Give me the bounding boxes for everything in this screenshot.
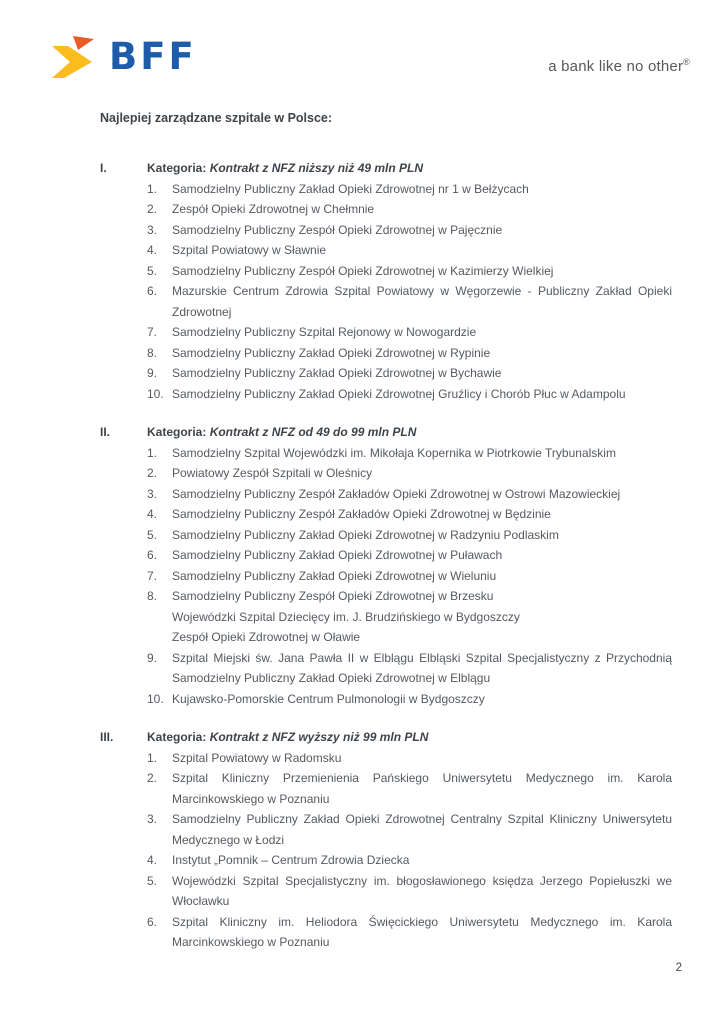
hospital-list-item [147,871,672,912]
item-number: 3. [147,222,158,237]
item-body [172,281,672,322]
item-body [172,384,672,405]
category-numeral: I. [100,161,107,175]
hospital-list-item [147,384,672,405]
hospital-name: Szpital Miejski św. Jana Pawła II w Elblągu Elbląski Szpital Specjalistyczny z Przychodnią Samodzielny Publiczny Zakład Opieki Zdrowotnej w Elblągu [172,650,672,685]
item-number: 2. [147,466,158,480]
hospital-name: Mazurskie Centrum Zdrowia Szpital Powiatowy w Węgorzewie - Publiczny Zakład Opieki Zdrowotnej [172,284,672,319]
category-title: Kontrakt z NFZ od 49 do 99 mln PLN [209,425,417,439]
hospital-name-continuation: Zespół Opieki Zdrowotnej w Oławie [172,630,361,644]
item-number: 7. [147,325,158,339]
item-body [172,586,672,648]
hospital-list-item [147,261,672,282]
hospital-list-item [147,850,672,871]
hospital-name: Samodzielny Publiczny Szpital Rejonowy w Nowogardzie [172,325,477,339]
category-heading [100,422,672,443]
item-body [172,443,672,464]
hospital-list-item [147,648,672,689]
item-body [172,768,672,809]
bff-logo-text: BFF [109,35,197,79]
item-number: 2. [147,771,158,785]
category-title: Kontrakt z NFZ niższy niż 49 mln PLN [209,161,424,175]
item-number: 1. [147,750,158,765]
hospital-list-item [147,545,672,566]
category-title-line [147,727,428,748]
item-body [172,525,672,546]
item-number: 4. [147,243,158,257]
hospital-list-item [147,689,672,710]
item-body [172,648,672,689]
hospital-list-item [147,220,672,241]
item-number: 5. [147,873,158,888]
hospital-list-item [147,363,672,384]
hospital-list-item [147,463,672,484]
hospital-list-item [147,343,672,364]
hospital-list-item [147,240,672,261]
hospital-list-item [147,322,672,343]
item-number: 10. [147,386,164,401]
item-number: 6. [147,548,158,562]
item-number: 3. [147,812,158,826]
item-body [172,850,672,871]
bff-arrow-icon [52,36,96,78]
item-number: 7. [147,568,158,583]
hospital-name: Szpital Kliniczny Przemienienia Pańskiego Uniwersytetu Medycznego im. Karola Marcinkowskiego w Poznaniu [172,771,672,806]
hospital-list [100,443,672,710]
item-number: 6. [147,284,158,298]
category-numeral: II. [100,425,111,439]
item-number: 1. [147,181,158,196]
hospital-list-item [147,586,672,648]
item-body [172,566,672,587]
category-heading [100,158,672,179]
category-title: Kontrakt z NFZ wyższy niż 99 mln PLN [209,730,429,744]
item-body [172,199,672,220]
item-number: 1. [147,445,158,460]
hospital-name: Samodzielny Publiczny Zespół Opieki Zdrowotnej w Brzesku [172,589,494,603]
hospital-name: Samodzielny Szpital Wojewódzki im. Mikołaja Kopernika w Piotrkowie Trybunalskim [172,445,616,460]
item-number: 9. [147,650,158,665]
item-body [172,871,672,912]
item-body [172,363,672,384]
item-body [172,748,672,769]
item-body [172,179,672,200]
page-title: Najlepiej zarządzane szpitale w Polsce: [100,111,333,125]
hospital-name: Samodzielny Publiczny Zespół Opieki Zdrowotnej w Kazimierzy Wielkiej [172,263,554,278]
item-number: 10. [147,691,164,706]
hospital-name: Samodzielny Publiczny Zakład Opieki Zdrowotnej w Puławach [172,548,503,562]
hospital-list [100,179,672,405]
hospital-name: Szpital Powiatowy w Radomsku [172,750,342,765]
item-number: 9. [147,366,158,380]
hospital-name: Samodzielny Publiczny Zakład Opieki Zdrowotnej Centralny Szpital Kliniczny Uniwersytetu Medycznego w Łodzi [172,812,672,847]
category-numeral: III. [100,730,114,744]
hospital-name: Samodzielny Publiczny Zakład Opieki Zdrowotnej nr 1 w Bełżycach [172,181,529,196]
category-section [100,727,672,953]
item-number: 8. [147,589,158,603]
hospital-list-item [147,443,672,464]
hospital-name: Samodzielny Publiczny Zespół Opieki Zdrowotnej w Pajęcznie [172,222,503,237]
hospital-name: Samodzielny Publiczny Zakład Opieki Zdrowotnej w Rypinie [172,345,491,360]
item-body [172,261,672,282]
item-body [172,343,672,364]
category-section [100,422,672,709]
hospital-list [100,748,672,953]
item-body [172,322,672,343]
hospital-list-item [147,179,672,200]
hospital-name: Samodzielny Publiczny Zakład Opieki Zdrowotnej w Wieluniu [172,568,497,583]
hospital-name: Samodzielny Publiczny Zakład Opieki Zdrowotnej Gruźlicy i Chorób Płuc w Adampolu [172,386,626,401]
bff-logo [52,36,197,78]
item-body [172,484,672,505]
item-body [172,689,672,710]
item-number: 4. [147,853,158,867]
item-body [172,504,672,525]
hospital-list-item [147,566,672,587]
hospital-name-continuation: Wojewódzki Szpital Dziecięcy im. J. Brudzińskiego w Bydgoszczy [172,609,520,624]
hospital-rankings [100,158,672,953]
hospital-name: Powiatowy Zespół Szpitali w Oleśnicy [172,466,373,480]
registered-mark: ® [683,57,690,67]
category-title-line [147,422,416,443]
hospital-name: Instytut „Pomnik – Centrum Zdrowia Dziecka [172,853,410,867]
item-body [172,220,672,241]
hospital-list-item [147,281,672,322]
item-number: 6. [147,914,158,929]
category-label: Kategoria: [147,425,207,439]
item-number: 3. [147,486,158,501]
category-title-line [147,158,423,179]
hospital-name: Kujawsko-Pomorskie Centrum Pulmonologii w Bydgoszczy [172,691,485,706]
item-body [172,912,672,953]
item-body [172,809,672,850]
category-heading [100,727,672,748]
item-body [172,240,672,261]
hospital-list-item [147,484,672,505]
hospital-list-item [147,199,672,220]
hospital-name: Samodzielny Publiczny Zakład Opieki Zdrowotnej w Bychawie [172,366,502,380]
hospital-name: Szpital Powiatowy w Sławnie [172,243,327,257]
hospital-name: Samodzielny Publiczny Zespół Zakładów Opieki Zdrowotnej w Ostrowi Mazowieckiej [172,486,621,501]
category-section [100,158,672,404]
hospital-name: Zespół Opieki Zdrowotnej w Chełmnie [172,202,375,216]
item-body [172,545,672,566]
hospital-list-item [147,748,672,769]
brand-tagline-text: a bank like no other [548,58,684,75]
item-number: 5. [147,263,158,278]
item-number: 5. [147,527,158,542]
hospital-list-item [147,768,672,809]
hospital-list-item [147,525,672,546]
header [0,0,724,78]
hospital-name: Wojewódzki Szpital Specjalistyczny im. błogosławionego księdza Jerzego Popiełuszki we Włocławku [172,873,672,908]
hospital-name: Samodzielny Publiczny Zespół Zakładów Opieki Zdrowotnej w Będzinie [172,507,551,521]
item-number: 2. [147,202,158,216]
item-number: 8. [147,345,158,360]
category-label: Kategoria: [147,161,207,175]
item-body [172,463,672,484]
hospital-list-item [147,809,672,850]
hospital-list-item [147,504,672,525]
hospital-name: Szpital Kliniczny im. Heliodora Święcickiego Uniwersytetu Medycznego im. Karola Marcinkowskiego w Poznaniu [172,914,672,949]
item-number: 4. [147,507,158,521]
page-number: 2 [675,962,682,974]
brand-tagline [548,57,690,78]
hospital-list-item [147,912,672,953]
hospital-name: Samodzielny Publiczny Zakład Opieki Zdrowotnej w Radzyniu Podlaskim [172,527,559,542]
category-label: Kategoria: [147,730,207,744]
